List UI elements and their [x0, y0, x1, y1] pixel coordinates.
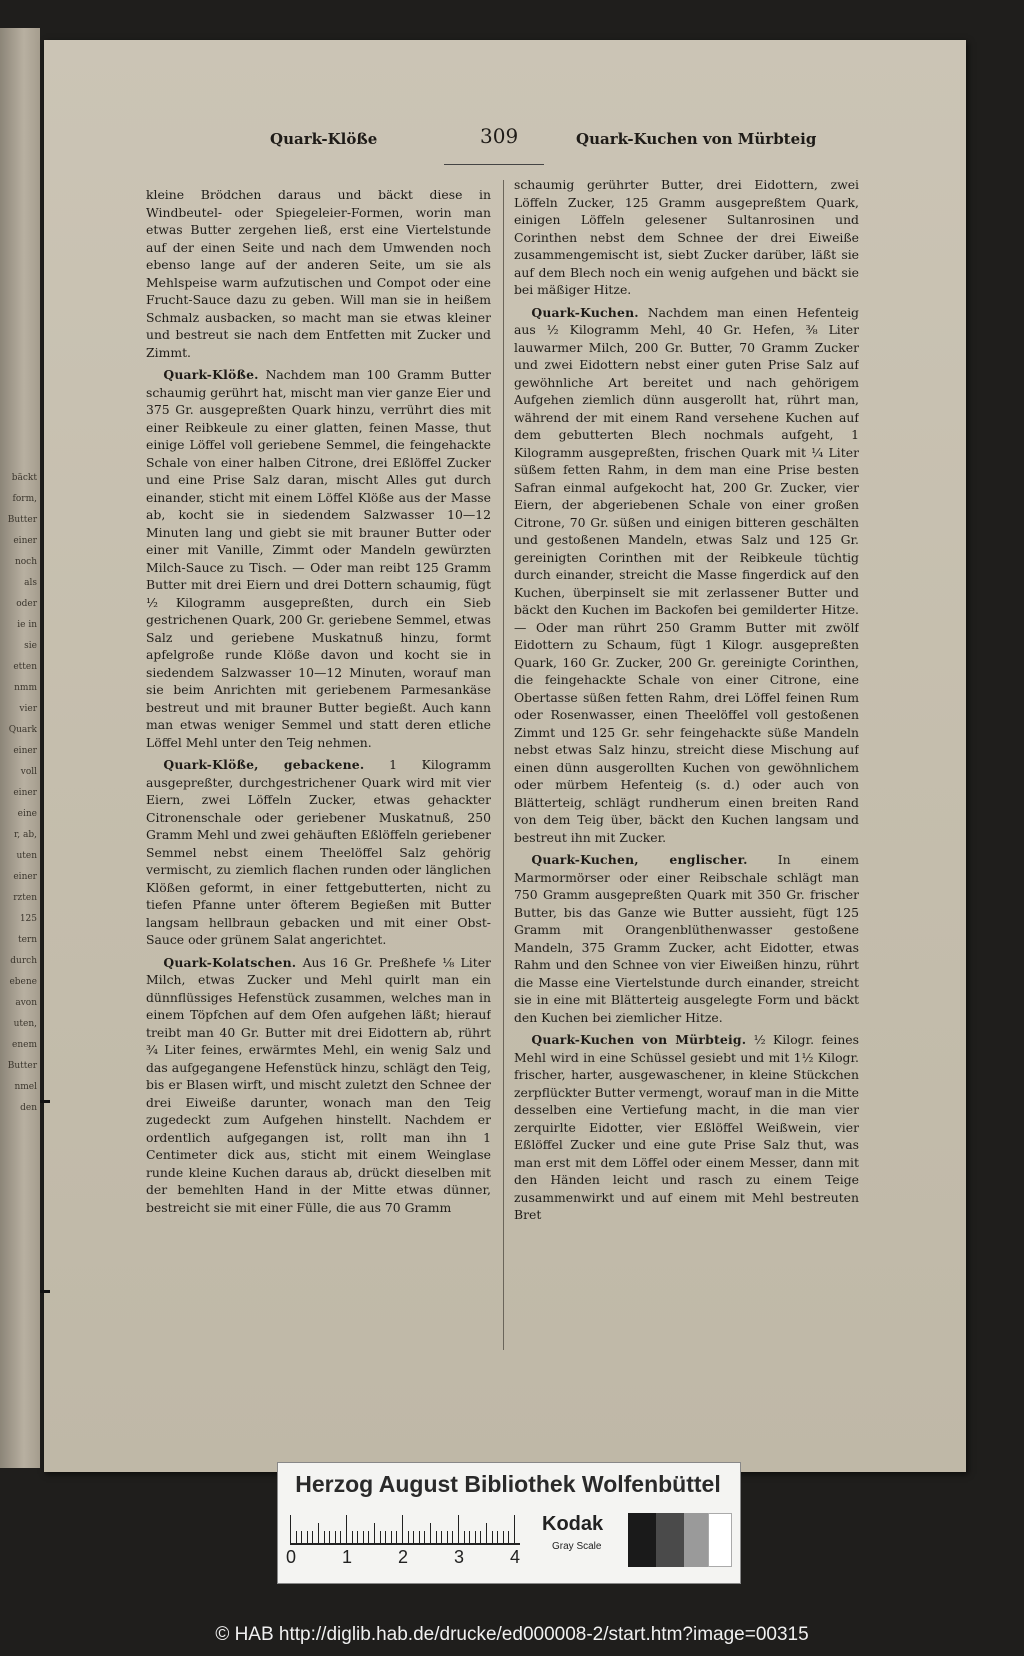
ruler-tick [430, 1523, 431, 1543]
ruler-tick [503, 1531, 504, 1543]
entry-text: Nachdem man 100 Gramm Butter schaumig gerührt hat, mischt man vier ganze Eier und 375 Gr. ausgepreßten Quark hinzu, verrührt dies mit einer Reibkeule zu einer glatten, feinen Masse, thut einige Löffel voll geriebene Semmel, die feingehackte Schale von einer halben Citrone, drei Eßlöffel Zucker und eine Prise Salz daran, mischt Alles gut durch einander, sticht mit einem Löffel Klöße aus der Masse ab, kocht sie in siedendem Salzwasser 10—12 Minuten lang und giebt sie mit brauner Butter oder einer mit Vanille, Zimmt oder Mandeln gewürzten Milch-Sauce zu Tisch. — Oder man reibt 125 Gramm Butter mit drei Eiern und drei Dottern schaumig, fügt ½ Kilogramm ausgepreßten, durch ein Sieb gestrichenen Quark, 200 Gr. geriebene Semmel, etwas Salz und geriebene Muskatnuß hinzu, formt apfelgroße runde Klöße davon und kocht sie in siedendem Salzwasser 10—12 Minuten, worauf man sie beim Anrichten mit geriebenem Parmesankäse bestreut und mit brauner Butter begießt. Auch kann man etwas weniger Semmel und statt deren etliche Löffel Mehl unter den Teig nehmen. [146, 367, 491, 750]
sliver-fragment: als [24, 578, 37, 588]
sliver-fragment: oder [16, 599, 37, 609]
running-head-left: Quark-Klöße [270, 130, 378, 148]
sliver-fragment: ie in [17, 620, 37, 630]
ruler [290, 1513, 520, 1545]
sliver-fragment: nmel [14, 1082, 37, 1092]
entry-text: 1 Kilogramm ausgepreßter, durchgestrichener Quark wird mit vier Eiern, zwei Löffeln Zucker, etwas gehackter Citronenschale oder geriebener Muskatnuß, 250 Gramm Mehl und zwei gehäuften Eßlöffeln geriebener Semmel nebst einem Theelöffel Salz gehörig vermischt, zu ziemlich flachen runden oder länglichen Klößen geformt, in einer fettgebutterten, nicht zu tiefen Pfanne unter öfterem Begießen mit Butter langsam hellbraun gebacken und mit einer Obst-Sauce oder grünem Salat angerichtet. [146, 757, 491, 947]
ruler-number: 2 [398, 1547, 409, 1567]
color-scale-card [277, 1462, 741, 1584]
ruler-tick [380, 1531, 381, 1543]
ruler-number: 0 [286, 1547, 297, 1567]
sliver-fragment: noch [14, 557, 37, 567]
sliver-fragment: avon [15, 998, 37, 1008]
ruler-number: 1 [342, 1547, 353, 1567]
ruler-tick [340, 1531, 341, 1543]
ruler-tick [352, 1531, 353, 1543]
ruler-tick [458, 1515, 459, 1543]
ruler-tick [335, 1531, 336, 1543]
gray-patch [656, 1513, 684, 1567]
sliver-fragment: sie [24, 641, 37, 651]
gray-scale-label: Gray Scale [552, 1541, 602, 1552]
ruler-tick [368, 1531, 369, 1543]
copyright-footer: © HAB http://diglib.hab.de/drucke/ed000008-2/start.htm?image=00315 [215, 1624, 809, 1645]
running-head-right: Quark-Kuchen von Mürbteig [576, 130, 817, 148]
entry-heading: Quark-Kuchen. [531, 304, 639, 320]
entry-heading: Quark-Klöße, gebackene. [163, 757, 365, 772]
paragraph [514, 304, 859, 847]
entry-text: In einem Marmormörser oder einer Reibschale schlägt man 750 Gramm ausgepreßten Quark mit 350 Gr. frischer Butter, bis das Ganze wie Butter aussieht, fügt 125 Gramm mit Orangenblüthenwasser gestoßene Mandeln, 375 Gramm Zucker, acht Eidotter, etwas Rahm und den Schnee von vier Eiweißen hinzu, rührt die Masse eine Viertelstunde durch einander, streicht sie in eine mit Blätterteig ausgelegte Form und bäckt den Kuchen bei ziemlicher Hitze. [514, 852, 859, 1025]
entry-heading: Quark-Kuchen von Mürbteig. [531, 1032, 747, 1047]
ruler-number: 4 [510, 1547, 521, 1567]
kodak-label [538, 1511, 618, 1559]
column-divider [503, 180, 504, 1350]
ruler-tick [312, 1531, 313, 1543]
ruler-tick [329, 1531, 330, 1543]
sliver-fragment: voll [20, 767, 37, 777]
sliver-fragment: Butter [7, 1061, 37, 1071]
ruler-tick [469, 1531, 470, 1543]
ruler-tick [318, 1523, 319, 1543]
sliver-fragment: Butter [7, 515, 37, 525]
ruler-number: 3 [454, 1547, 465, 1567]
entry-text: Aus 16 Gr. Preßhefe ⅛ Liter Milch, etwas Zucker und Mehl quirlt man ein dünnflüssiges Hefenstück zusammen, welches man in einem Töpfchen auf dem Ofen aufgehen läßt; hierauf treibt man 40 Gr. Butter mit drei Eidottern ab, rührt ¾ Liter feines, erwärmtes Mehl, ein wenig Salz und das aufgegangene Hefenstück hinzu, schlägt den Teig, bis er Blasen wirft, und mischt zuletzt den Schnee der drei Eiweiße darunter, wonach man den Teig zugedeckt zum Aufgehen hinstellt. Nachdem er ordentlich aufgegangen ist, rollt man ihn 1 Centimeter dick aus, sticht mit einem Weinglase runde kleine Kuchen daraus ab, drückt dieselben mit der bemehlten Hand in der Mitte etwas dünner, bestreicht sie mit einer Fülle, die aus 70 Gramm [146, 954, 491, 1215]
sliver-fragment: den [20, 1103, 37, 1113]
sliver-fragment: nmm [14, 683, 37, 693]
header-rule [444, 164, 544, 165]
sliver-fragment: einer [13, 536, 37, 546]
paragraph [514, 176, 859, 299]
entry-text: Nachdem man einen Hefenteig aus ½ Kilogramm Mehl, 40 Gr. Hefen, ⅜ Liter lauwarmer Milch, 200 Gr. Butter, 70 Gramm Zucker und zwei Eidottern nebst einer guten Prise Salz auf gewöhnliche Art bereitet und nach gehörigem Aufgehen ziemlich dünn ausgerollt hat, rührt man, während der mit einem Rand versehene Kuchen auf dem gebutterten Blech nochmals aufgeht, 1 Kilogramm ausgepreßten, frischen Quark mit ¼ Liter süßem fetten Rahm, in dem man eine Prise besten Safran einmal aufgekocht hat, 200 Gr. Zucker, vier Eiern, der abgeriebenen Schale von einer großen Citrone, 70 Gr. süßen und einigen bitteren geschälten und gestoßenen Mandeln, etwas Salz und 125 Gr. gereinigten Corinthen mit der Reibkeule tüchtig durch einander, streicht die Masse fingerdick auf den Kuchen, überpinselt sie mit zerlassener Butter und bäckt den Kuchen im Backofen bei gemilderter Hitze. — Oder man rührt 250 Gramm Butter mit zwölf Eidottern zu Schaum, fügt 1 Kilogr. ausgepreßten Quark, 160 Gr. Zucker, 200 Gr. gereinigte Corinthen, die feingehackte Schale von einer Citrone, eine Obertasse süßen fetten Rahm, drei Löffel feinen Rum oder Rosenwasser, einen Theelöffel voll gestoßenen Zimmt und 125 Gr. sehr feingehackte süße Mandeln nebst etwas Salz hinzu, streicht diese Mischung auf einen dünn ausgerollten Kuchen von gewöhnlichem oder mürbem Hefenteig (s. d.) oder auch von Blätterteig, schlägt rundherum einen breiten Rand von dem Teig über, bäckt den Kuchen langsam und bestreut ihn mit Zucker. [514, 304, 859, 845]
ruler-tick [508, 1531, 509, 1543]
sliver-fragment: r, ab, [13, 830, 37, 840]
sliver-fragment: einer [13, 872, 37, 882]
ruler-tick [424, 1531, 425, 1543]
sliver-fragment: 125 [19, 914, 37, 924]
gray-patch [708, 1513, 732, 1567]
paragraph [146, 366, 491, 751]
entry-text: kleine Brödchen daraus und bäckt diese in Windbeutel- oder Spiegeleier-Formen, worin man etwas Butter zergehen ließ, erst eine Viertelstunde auf der einen Seite und nach dem Umwenden noch ebenso lange auf der anderen Seite, um sie als Mehlspeise warm aufzutischen und Compot oder eine Frucht-Sauce dazu zu geben. Will man sie in heißem Schmalz ausbacken, so macht man sie etwas kleiner und bestreut sie nach dem Entfetten mit Zucker und Zimmt. [146, 187, 491, 360]
ruler-tick [324, 1531, 325, 1543]
paragraph [514, 1031, 859, 1224]
text-column-right [514, 176, 859, 1351]
ruler-tick [436, 1531, 437, 1543]
entry-text: schaumig gerührter Butter, drei Eidottern, zwei Löffeln Zucker, 125 Gramm ausgepreßtem Quark, einigen Löffeln gelesener Sultanrosinen und Corinthen nebst dem Schnee der drei Eiweiße zusammengemischt ist, siebt Zucker darüber, läßt sie auf dem Blech noch ein wenig aufgehen und bäckt sie bei mäßiger Hitze. [514, 177, 859, 297]
sliver-fragment: uten [16, 851, 37, 861]
sliver-fragment: eine [17, 809, 37, 819]
ruler-tick [475, 1531, 476, 1543]
sliver-fragment: tern [17, 935, 37, 945]
entry-heading: Quark-Klöße. [163, 367, 259, 382]
sliver-fragment: uten, [13, 1019, 37, 1029]
ruler-tick [486, 1523, 487, 1543]
ruler-tick [441, 1531, 442, 1543]
sliver-fragment: ebene [9, 977, 37, 987]
ruler-tick [402, 1515, 403, 1543]
paragraph [146, 954, 491, 1217]
previous-page-edge [0, 28, 40, 1468]
ruler-tick [452, 1531, 453, 1543]
entry-text: ½ Kilogr. feines Mehl wird in eine Schüssel gesiebt und mit 1½ Kilogr. frischer, harter, ausgewaschener, in kleine Stückchen zerpflückter Butter vermengt, worauf man in die Mitte desselben eine Vertiefung macht, in die man vier zerquirlte Eidotter, vier Eßlöffel Weißwein, vier Eßlöffel Zucker und eine gute Prise Salz thut, was man erst mit dem Löffel oder einem Messer, dann mit den Händen leicht und rasch zu einem Teige zusammenwirkt und auf einem mit Mehl bestreuten Bret [514, 1032, 859, 1222]
text-column-left [146, 186, 491, 1361]
ruler-tick [419, 1531, 420, 1543]
ruler-tick [480, 1531, 481, 1543]
ruler-tick [307, 1531, 308, 1543]
ruler-tick [492, 1531, 493, 1543]
ruler-tick [396, 1531, 397, 1543]
ruler-tick [296, 1531, 297, 1543]
ruler-tick [363, 1531, 364, 1543]
ruler-tick [385, 1531, 386, 1543]
sliver-fragment: einer [13, 746, 37, 756]
ruler-tick [413, 1531, 414, 1543]
paragraph [514, 851, 859, 1026]
ruler-tick [497, 1531, 498, 1543]
ruler-tick [514, 1515, 515, 1543]
gray-patch [684, 1513, 708, 1567]
sliver-fragment: durch [10, 956, 37, 966]
sliver-fragment: rzten [13, 893, 37, 903]
ruler-tick [346, 1515, 347, 1543]
ruler-tick [290, 1515, 291, 1543]
sliver-fragment: enem [12, 1040, 37, 1050]
ruler-tick [391, 1531, 392, 1543]
binding-mark [40, 1100, 50, 1103]
book-page [44, 40, 966, 1472]
ruler-tick [357, 1531, 358, 1543]
gray-patch [628, 1513, 656, 1567]
paragraph [146, 756, 491, 949]
ruler-tick [464, 1531, 465, 1543]
sliver-fragment: Quark [8, 725, 37, 735]
ruler-tick [301, 1531, 302, 1543]
sliver-fragment: bäckt [11, 473, 37, 483]
sliver-fragment: etten [13, 662, 37, 672]
ruler-tick [374, 1523, 375, 1543]
kodak-logo: Kodak [542, 1513, 604, 1535]
ruler-tick [447, 1531, 448, 1543]
sliver-fragment: vier [19, 704, 37, 714]
binding-mark [40, 1290, 50, 1293]
library-name: Herzog August Bibliothek Wolfenbüttel [295, 1471, 721, 1497]
sliver-fragment: einer [13, 788, 37, 798]
entry-heading: Quark-Kuchen, englischer. [531, 852, 748, 867]
paragraph [146, 186, 491, 361]
ruler-tick [408, 1531, 409, 1543]
sliver-fragment: form, [12, 494, 37, 504]
entry-heading: Quark-Kolatschen. [163, 954, 297, 970]
page-number: 309 [480, 124, 519, 148]
